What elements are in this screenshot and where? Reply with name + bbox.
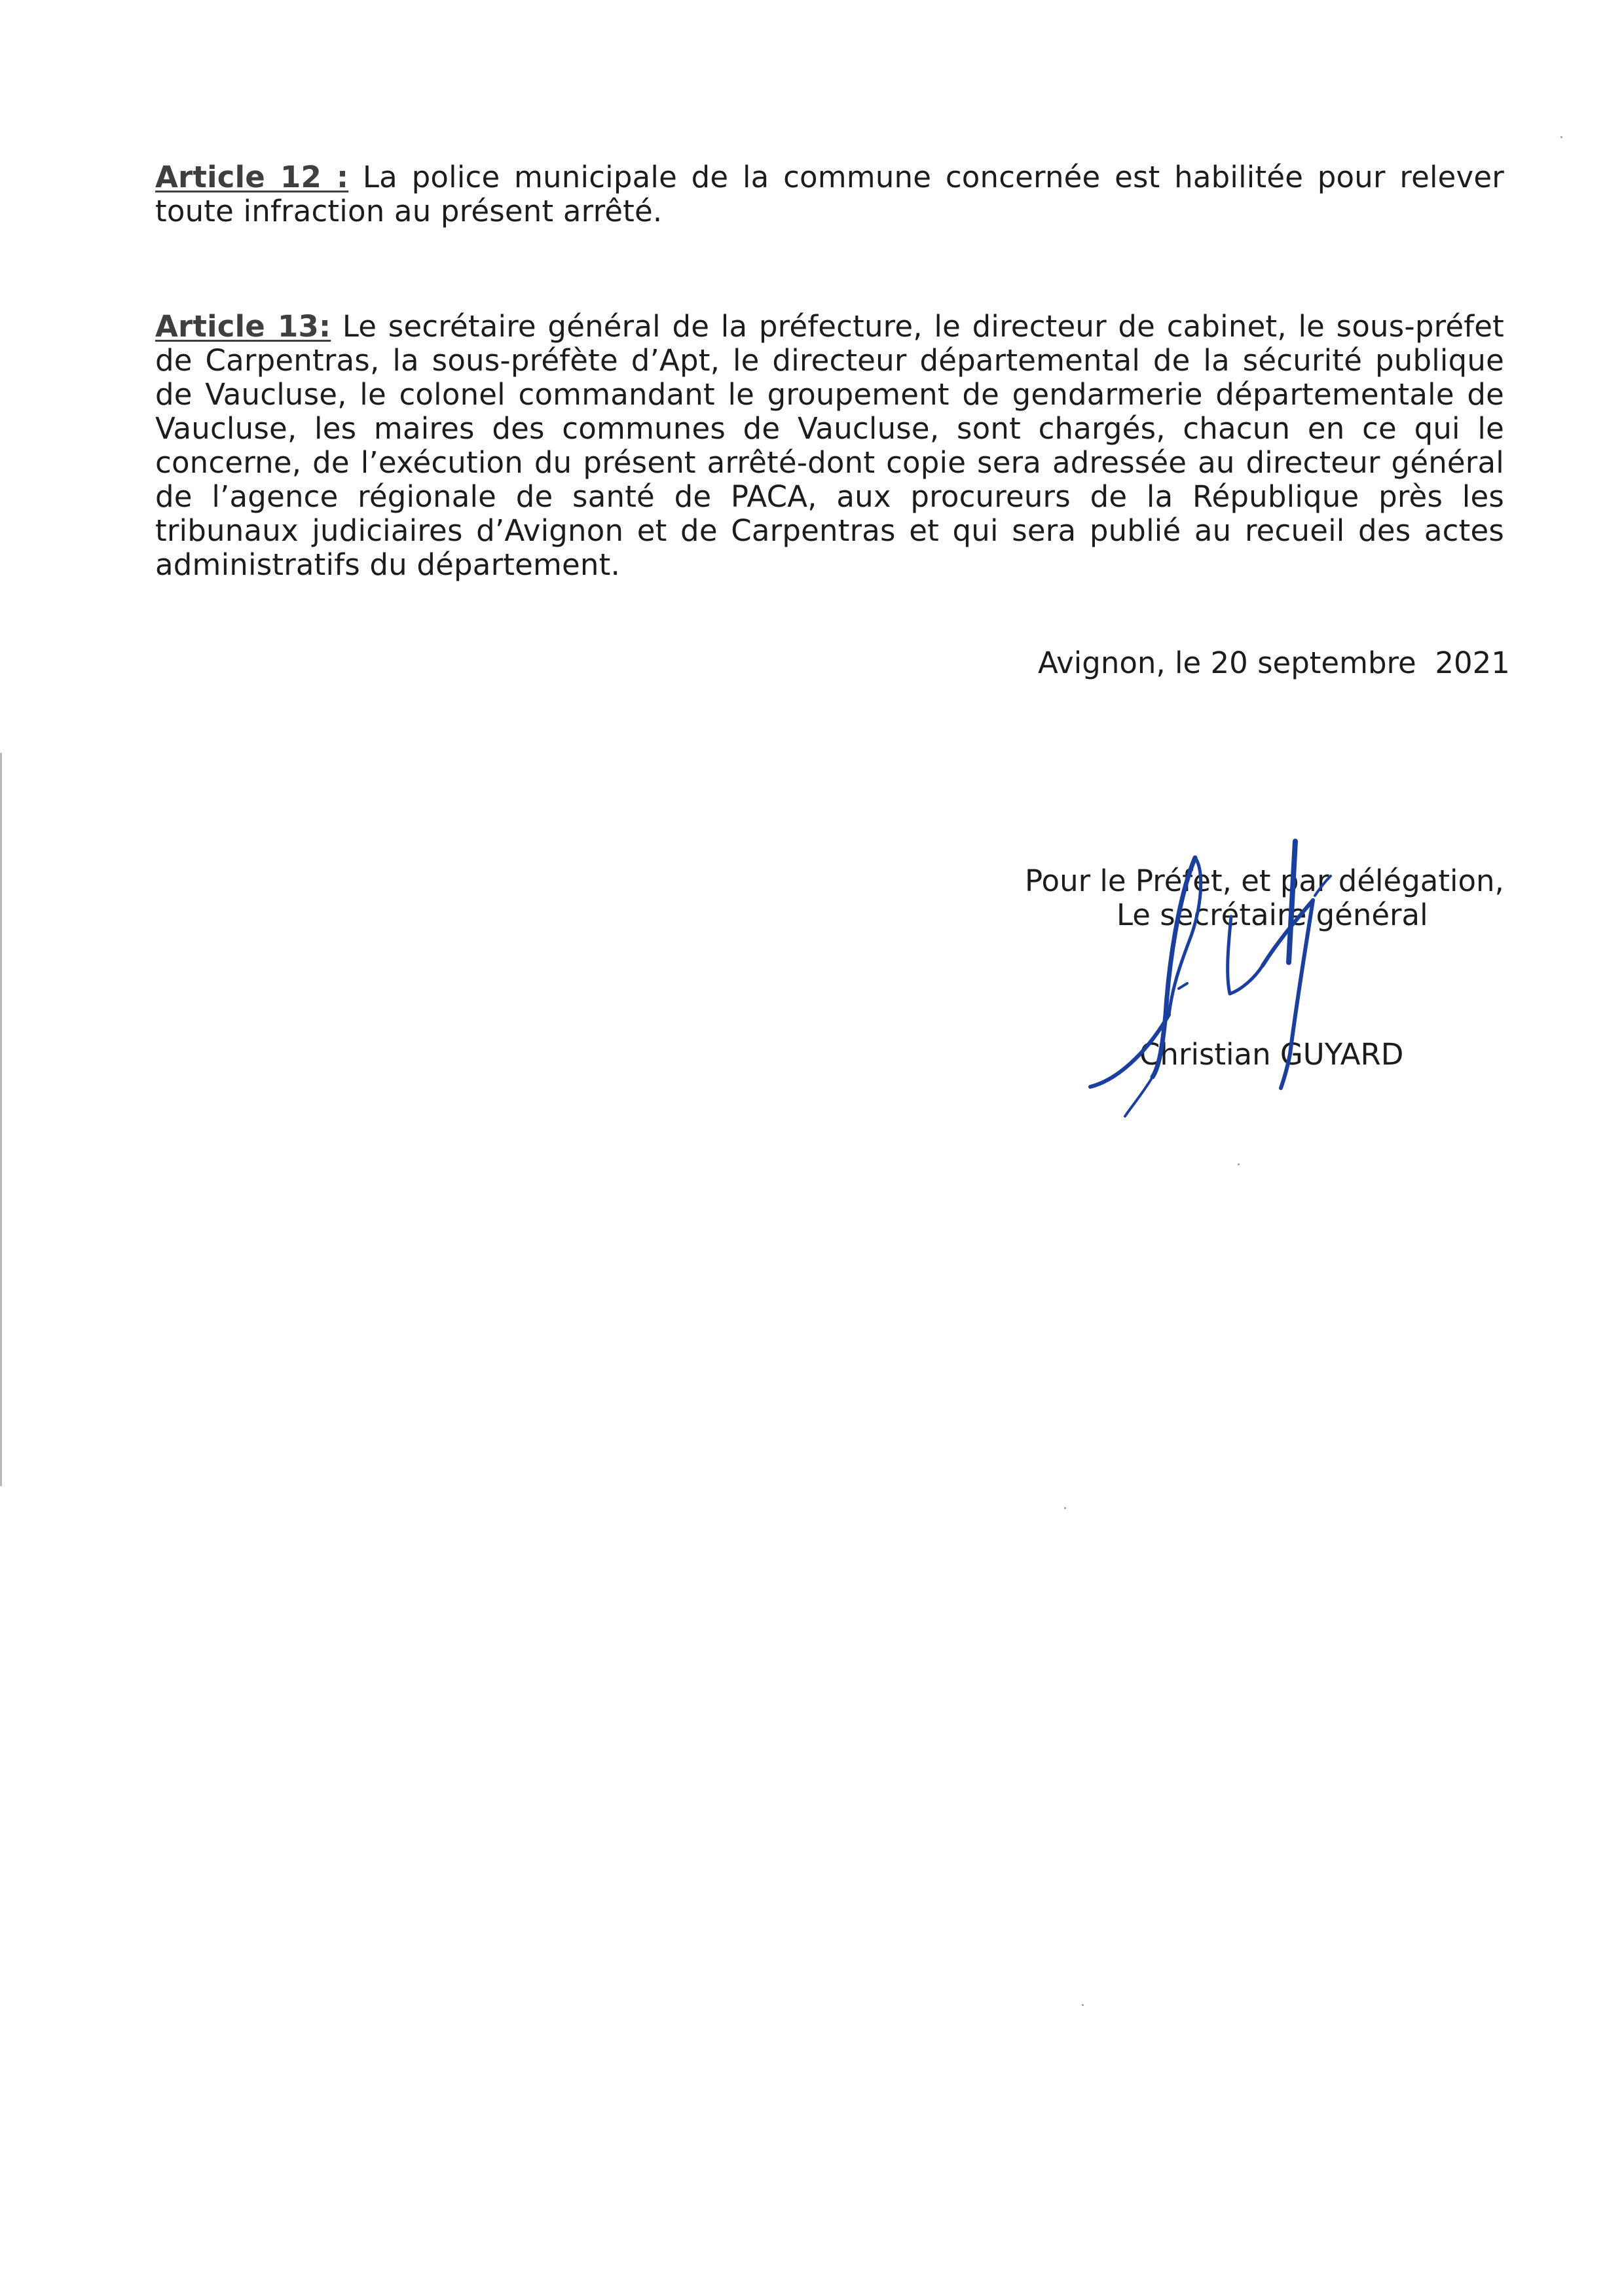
scan-speck <box>1238 1163 1240 1165</box>
scan-speck <box>1082 2004 1084 2006</box>
scan-speck <box>1064 1507 1066 1509</box>
article-13-label: Article 13: <box>155 309 331 344</box>
article-13 <box>155 310 1504 582</box>
signature-delegation-line: Pour le Préfet, et par délégation, <box>1025 864 1504 898</box>
handwritten-signature <box>1054 818 1421 1120</box>
signature-title-line: Le secrétaire général <box>1116 898 1428 932</box>
article-12-text: La police municipale de la commune concernée est habilitée pour relever toute infraction au présent arrêté. <box>155 160 1504 228</box>
article-13-text: Le secrétaire général de la préfecture, le directeur de cabinet, le sous-préfet de Carpentras, la sous-préfète d’Apt, le directeur départemental de la sécurité publique de Vaucluse, le colonel commandant le groupement de gendarmerie départementale de Vaucluse, les maires des communes de Vaucluse, sont chargés, chacun en ce qui le concerne, de l’exécution du présent arrêté-dont copie sera adressée au directeur général de l’agence régionale de santé de PACA, aux procureurs de la République près les tribunaux judiciaires d’Avignon et de Carpentras et qui sera publié au recueil des actes administratifs du département. <box>155 309 1504 582</box>
article-12-label: Article 12 : <box>155 160 349 194</box>
signatory-name: Christian GUYARD <box>1139 1037 1404 1072</box>
date-line: Avignon, le 20 septembre 2021 <box>1038 646 1510 680</box>
article-12 <box>155 160 1504 228</box>
scan-speck <box>1560 136 1562 138</box>
scan-edge-line <box>0 753 2 1486</box>
